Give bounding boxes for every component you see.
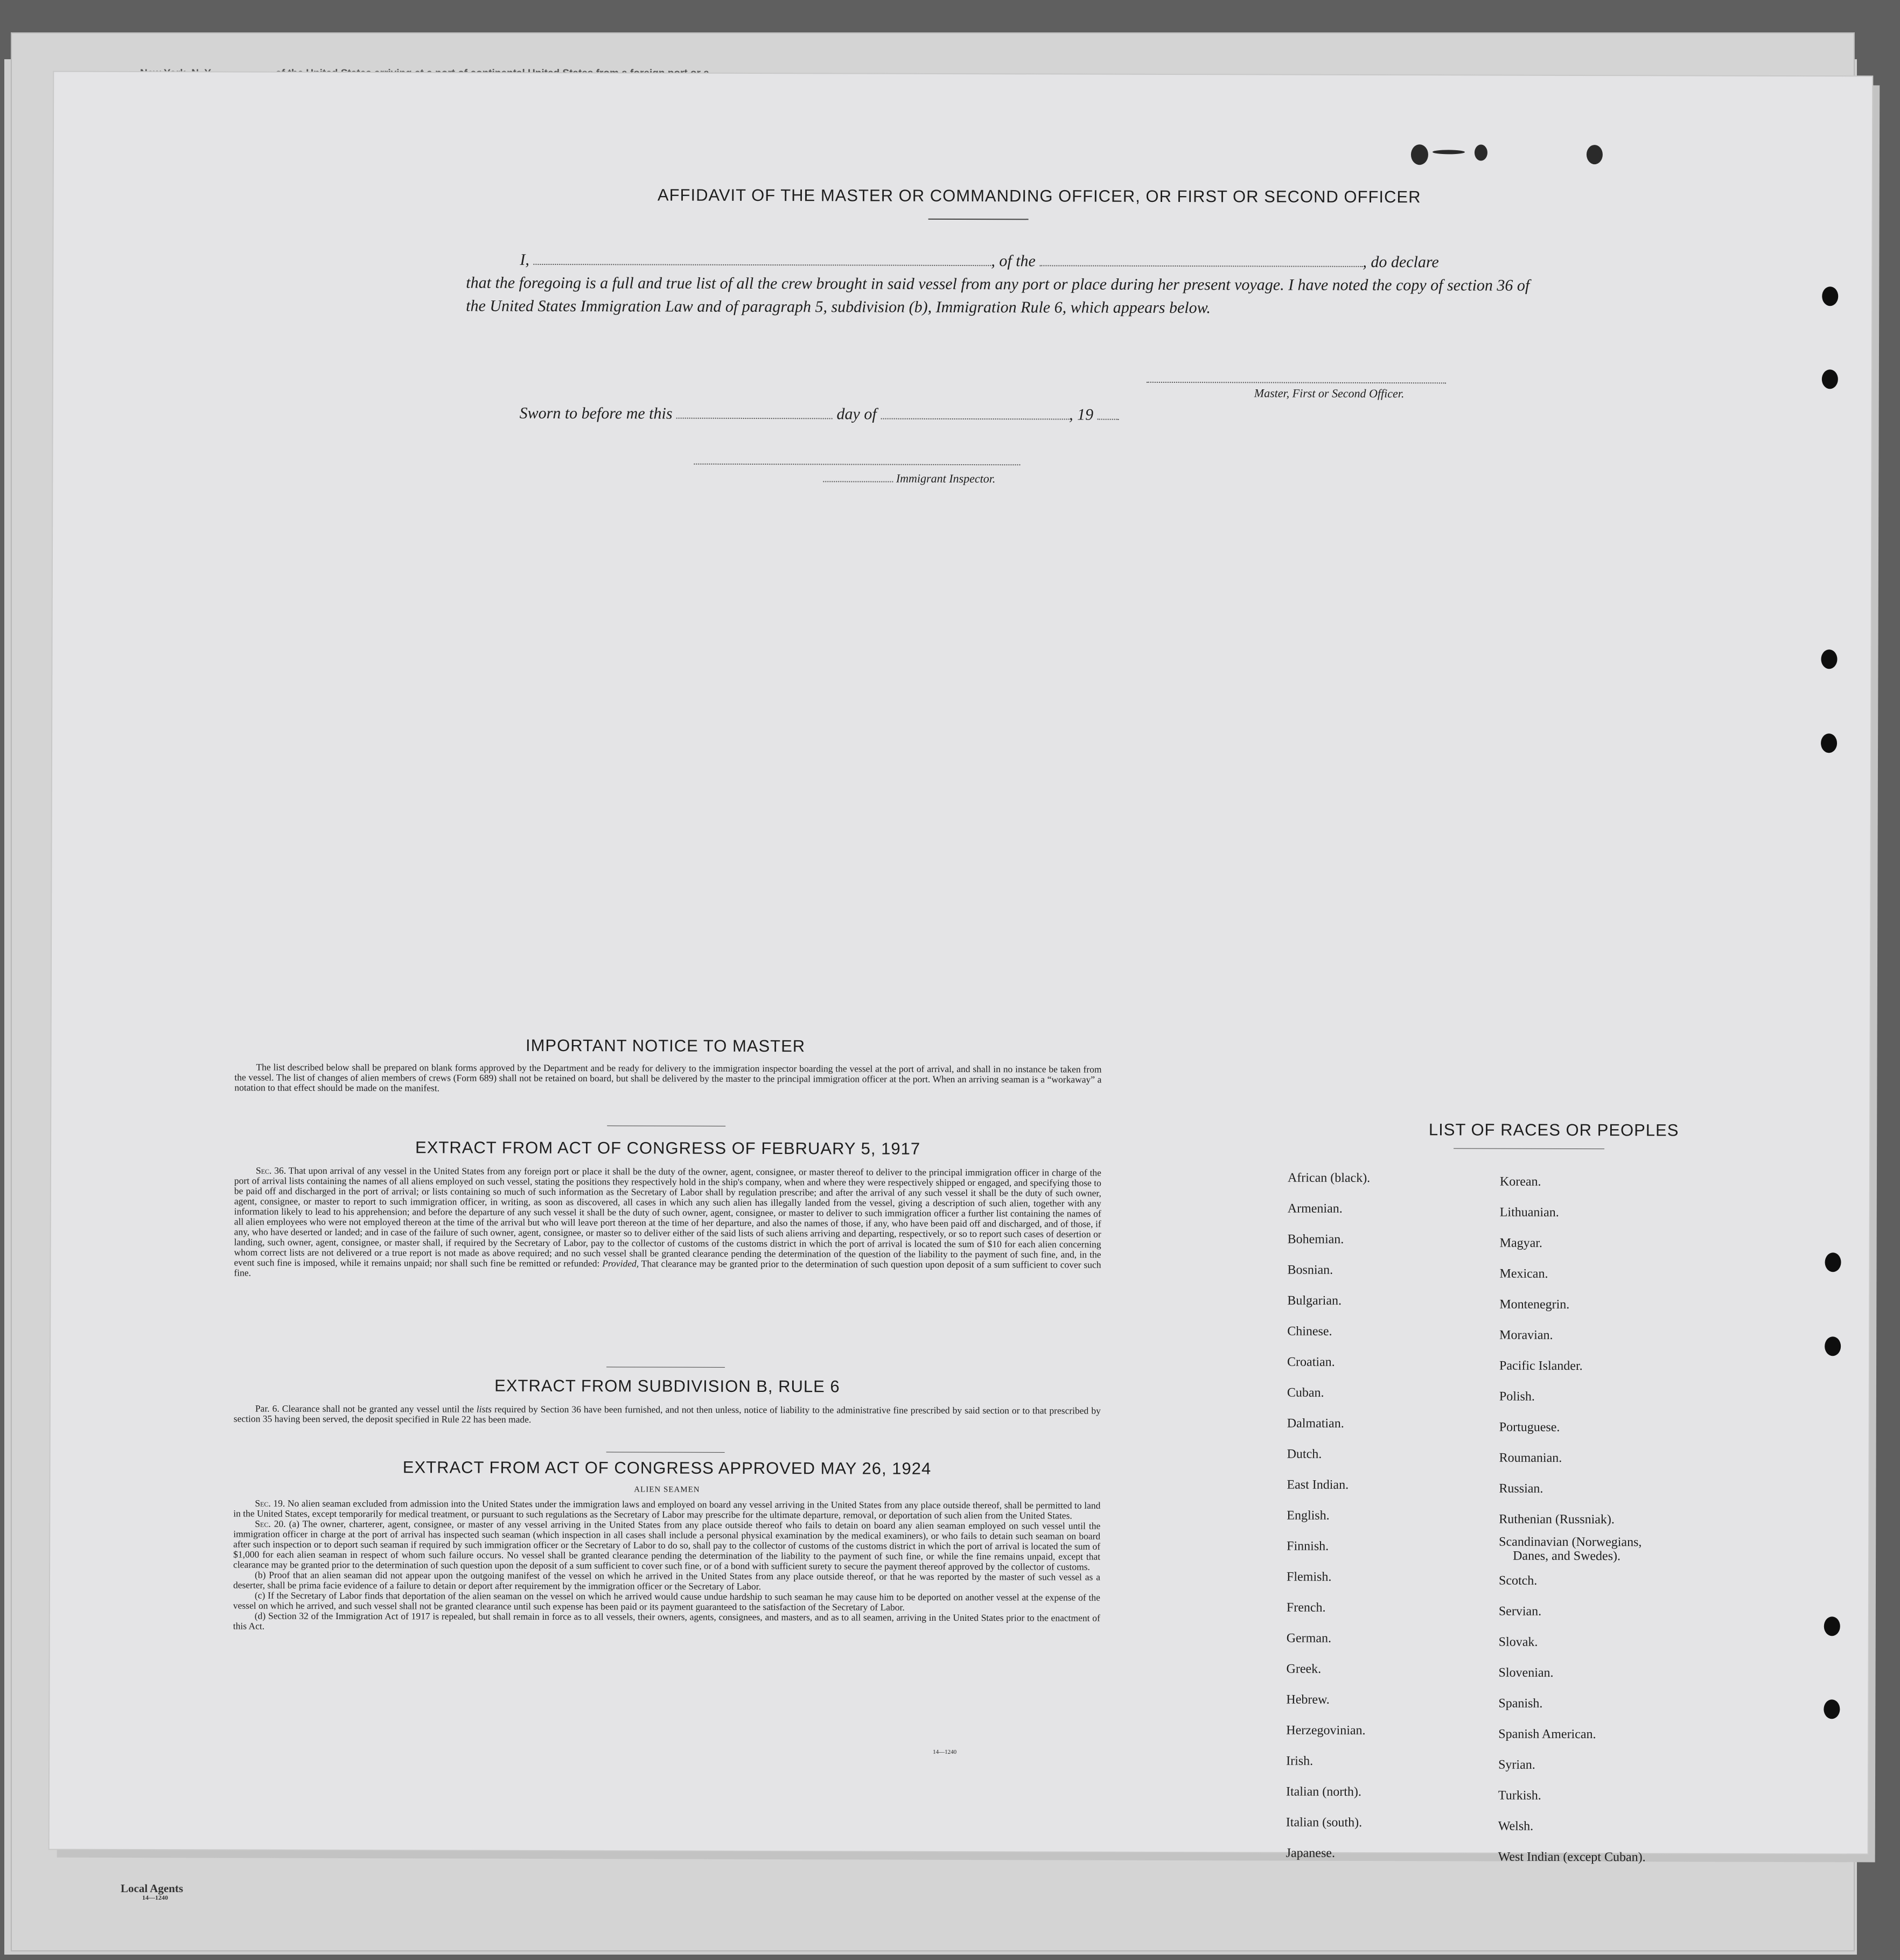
- race-item: Herzegovinian.: [1286, 1723, 1366, 1738]
- sworn-year-field[interactable]: [1098, 411, 1119, 420]
- ink-blot: [1433, 150, 1465, 154]
- race-item: Roumanian.: [1499, 1451, 1562, 1465]
- race-item: Mexican.: [1499, 1266, 1548, 1281]
- race-item: Italian (north).: [1286, 1784, 1361, 1799]
- race-item: Bohemian.: [1287, 1232, 1344, 1247]
- extract-1924-text: [233, 1498, 1101, 1633]
- race-item: Chinese.: [1287, 1324, 1332, 1339]
- vessel-name-field[interactable]: [1039, 257, 1363, 267]
- race-item: Servian.: [1498, 1604, 1542, 1619]
- race-item: Spanish American.: [1498, 1727, 1596, 1742]
- master-signature-label: Master, First or Second Officer.: [1254, 386, 1405, 401]
- race-item: Greek.: [1286, 1662, 1322, 1676]
- section-20-d: (d) Section 32 of the Immigration Act of 1917 is repealed, but shall remain in force as to all vessels, their owners, agents, consignees, and masters, and as to all seamen, arriving in the United States prior to the enactment of this Act.: [233, 1610, 1100, 1632]
- race-item: Ruthenian (Russniak).: [1499, 1512, 1615, 1527]
- punch-hole: [1824, 1616, 1840, 1636]
- race-item: Hebrew.: [1286, 1692, 1330, 1707]
- race-item: Japanese.: [1286, 1846, 1336, 1860]
- races-divider: [1454, 1148, 1604, 1149]
- section-divider: [607, 1125, 725, 1126]
- race-item: Pacific Islander.: [1499, 1359, 1583, 1374]
- race-item: Welsh.: [1498, 1819, 1534, 1833]
- affidavit-title: AFFIDAVIT OF THE MASTER OR COMMANDING OFFICER, OR FIRST OR SECOND OFFICER: [657, 185, 1421, 207]
- race-item: Portuguese.: [1499, 1420, 1560, 1434]
- race-item: Cuban.: [1287, 1385, 1324, 1400]
- race-item: Danes, and Swedes).: [1513, 1549, 1621, 1564]
- race-item: French.: [1286, 1600, 1326, 1615]
- master-name-field[interactable]: [533, 256, 991, 266]
- section-36-text: That upon arrival of any vessel in the United States from any foreign port or place it shall be the duty of the owner, agent, consignee, or master thereof to deliver to the principal immigration officer in charge of the port of arrival lists containing the names of all aliens employed on such vessel, stating the positions they respectively hold in the ship's company, when and where they were respectively shipped or engaged, and specifying those to be paid off and discharged in the port of arrival; or lists containing so much of such information as the Secretary of Labor shall by regulation prescribe; and after the arrival of any such vessel it shall be the duty of such owner, agent, consignee, or master to report to such immigration officer, in writing, as soon as discovered, all cases in which any such alien has illegally landed from the vessel, giving a description of such alien, together with any information likely to lead to his apprehension; and before the departure of any such vessel it shall be the duty of such owner, agent, consignee, or master to deliver to such immigration officer a further list containing the names of all alien employees who were not employed thereon at the time of the arrival but who will leave port thereon at the time of her departure, and also the names of those, if any, who have been paid off and discharged, and of those, if any, who have deserted or landed; and in case of the failure of such owner, agent, consignee, or master so to deliver either of the said lists of such aliens arriving and departing, respectively, or so to report such cases of desertion or landing, such owner, agent, consignee, or master shall, if required by the Secretary of Labor, pay to the collector of customs of the customs district in which the port of arrival is located the sum of $10 for each alien concerning whom correct lists are not delivered or a true report is not made as above required; and no such vessel shall be granted clearance pending the determination of the question of the liability to the payment of such fine, and, in the event such fine is imposed, while it remains unpaid; nor shall such fine be remitted or refunded:: [234, 1165, 1102, 1269]
- notice-text: [234, 1062, 1101, 1095]
- affidavit-of-the: , of the: [991, 252, 1036, 270]
- punch-hole: [1822, 369, 1838, 389]
- document-page: [50, 72, 1873, 1865]
- section-20-a: (a) The owner, charterer, agent, consignee, or master of any vessel arriving in the United States from any place outside thereof who fails to detain on board any alien seaman employed on such vessel until the immigration officer in charge at the port of arrival has inspected such seaman (which inspection in all cases shall include a personal physical examination by the medical examiners), or who fails to detain such seaman on board after such inspection or to deport such seaman if required by such immigration officer or the Secretary of Labor to do so, shall pay to the collector of customs of the customs district in which the port of arrival is located the sum of $1,000 for each alien seaman in respect of whom such failure occurs. No vessel shall be granted clearance pending the determination of the liability to the payment of such fine, or while the fine remains unpaid, except that clearance may be granted prior to the determination of such question upon the deposit of a sum sufficient to cover such fine, or of a bond with sufficient surety to secure the payment thereof approved by the collector of customs.: [233, 1518, 1101, 1572]
- section-divider: [606, 1367, 725, 1368]
- race-item: Dutch.: [1287, 1447, 1322, 1461]
- section-36-label: Sec. 36.: [255, 1165, 287, 1176]
- punch-hole: [1822, 286, 1838, 306]
- section-19-label: Sec. 19.: [255, 1497, 285, 1509]
- race-item: Scandinavian (Norwegians,: [1499, 1535, 1642, 1550]
- race-item: Slovak.: [1498, 1635, 1538, 1649]
- race-item: English.: [1287, 1508, 1330, 1523]
- punch-hole: [1824, 1699, 1840, 1719]
- race-item: Armenian.: [1287, 1201, 1343, 1216]
- race-item: Irish.: [1286, 1754, 1314, 1768]
- races-left-column: [1286, 1163, 1371, 1869]
- race-item: Korean.: [1499, 1174, 1541, 1189]
- notice-paragraph: The list described below shall be prepared on blank forms approved by the Department and be ready for delivery to the immigration inspector boarding the vessel at the port of arrival, and shall in no instance be taken from the vessel. The list of changes of alien members of crews (Form 689) shall not be retained on board, but shall be delivered by the master to the principal immigration officer at the port. When an arriving seaman is a “workaway” a notation to that effect should be made on the manifest.: [234, 1061, 1102, 1094]
- sworn-month-field[interactable]: [881, 411, 1069, 420]
- rule6-lists-word: lists: [476, 1403, 492, 1415]
- background-footer: [121, 1882, 183, 1901]
- title-divider: [928, 219, 1029, 220]
- race-item: Lithuanian.: [1499, 1205, 1559, 1220]
- race-item: Moravian.: [1499, 1328, 1553, 1342]
- inspector-dots: [823, 477, 893, 482]
- notice-title: IMPORTANT NOTICE TO MASTER: [525, 1035, 806, 1056]
- races-title: LIST OF RACES OR PEOPLES: [1428, 1120, 1679, 1140]
- affidavit-body: [466, 248, 1543, 320]
- race-item: Slovenian.: [1498, 1665, 1554, 1680]
- master-signature-line[interactable]: [1147, 382, 1446, 383]
- race-item: Montenegrin.: [1499, 1297, 1570, 1312]
- punch-hole: [1825, 1252, 1841, 1272]
- races-right-column: [1498, 1167, 1647, 1873]
- race-item: Scotch.: [1498, 1573, 1538, 1588]
- ink-blot: [1587, 145, 1603, 164]
- extract-1917-title: EXTRACT FROM ACT OF CONGRESS OF FEBRUARY 5, 1917: [415, 1138, 921, 1158]
- section-36-end: That clearance may be granted prior to the determination of such question upon deposit of a sum sufficient to cover such fine.: [234, 1258, 1101, 1278]
- extract-1917-text: [234, 1165, 1101, 1280]
- race-item: East Indian.: [1287, 1478, 1349, 1492]
- punch-hole: [1825, 1336, 1841, 1356]
- race-item: Syrian.: [1498, 1758, 1535, 1772]
- section-divider: [606, 1452, 725, 1453]
- race-item: Russian.: [1499, 1481, 1543, 1496]
- race-item: Bosnian.: [1287, 1263, 1333, 1277]
- section-20-label: Sec. 20.: [255, 1518, 286, 1529]
- race-item: Spanish.: [1498, 1696, 1543, 1711]
- affidavit-body-text: that the foregoing is a full and true list of all the crew brought in said vessel from any port or place during her present voyage. I have noted the copy of section 36 of the United States Immigration Law and of paragraph 5, subdivision (b), Immigration Rule 6, which appears below.: [466, 274, 1530, 317]
- local-agents-label: Local Agents: [121, 1882, 184, 1895]
- race-item: West Indian (except Cuban).: [1498, 1850, 1646, 1865]
- race-item: Croatian.: [1287, 1355, 1335, 1369]
- year-prefix: , 19: [1069, 405, 1094, 424]
- affidavit-do-declare: , do declare: [1363, 253, 1439, 271]
- rule6-text-b: required by Section 36 have been furnished, and not then unless, notice of liability to the administrative fine prescribed by said section or to that prescribed by section 35 having been served, the deposit specified in Rule 22 has been made.: [233, 1403, 1101, 1425]
- race-item: Magyar.: [1499, 1236, 1542, 1250]
- ink-blot: [1475, 144, 1487, 160]
- sworn-day-field[interactable]: [676, 410, 833, 419]
- ink-blot: [1411, 144, 1428, 165]
- section-19-text: No alien seaman excluded from admission into the United States under the immigration laws and employed on board any vessel arriving in the United States from any place outside thereof, shall be permitted to land in the United States, except temporarily for medical treatment, or pursuant to such regulations as the Secretary of Labor may prescribe for the ultimate departure, removal, or deportation of such alien from the United States.: [233, 1497, 1101, 1521]
- race-item: Finnish.: [1287, 1539, 1329, 1553]
- race-item: Flemish.: [1286, 1570, 1332, 1584]
- alien-seamen-subtitle: ALIEN SEAMEN: [634, 1485, 700, 1494]
- extract-rule6-title: EXTRACT FROM SUBDIVISION B, RULE 6: [494, 1376, 840, 1396]
- footer-form-number: 14—1240: [142, 1894, 168, 1902]
- race-item: Italian (south).: [1286, 1815, 1363, 1830]
- section-20-b: (b) Proof that an alien seaman did not appear upon the outgoing manifest of the vessel on which he arrived in the United States from any place outside thereof, or that he was reported by the master of such vessel as a deserter, shall be prima facie evidence of a failure to detain or deport after requirement by the immigration officer or the Secretary of Labor.: [233, 1569, 1101, 1592]
- affidavit-i: I,: [520, 250, 529, 269]
- race-item: Dalmatian.: [1287, 1416, 1344, 1431]
- sworn-line: [466, 402, 1543, 428]
- inspector-label-text: Immigrant Inspector.: [896, 471, 996, 486]
- provided-word: Provided,: [602, 1258, 639, 1269]
- race-item: Bulgarian.: [1287, 1293, 1342, 1308]
- inspector-signature-label: [823, 471, 995, 486]
- race-item: Turkish.: [1498, 1788, 1541, 1803]
- punch-hole: [1821, 649, 1837, 669]
- extract-1924-title: EXTRACT FROM ACT OF CONGRESS APPROVED MAY 26, 1924: [402, 1458, 932, 1478]
- race-item: African (black).: [1287, 1171, 1371, 1185]
- day-of-text: day of: [836, 405, 877, 423]
- form-number: 14—1240: [933, 1748, 957, 1755]
- race-item: German.: [1286, 1631, 1332, 1646]
- inspector-signature-line[interactable]: [694, 464, 1020, 466]
- section-20-c: (c) If the Secretary of Labor finds that deportation of the alien seaman on the vessel on which he arrived would cause undue hardship to such seaman he may cause him to be deported on another vessel at the expense of the vessel on which he arrived, and such vessel shall not be granted clearance until such expense has been paid or its payment guaranteed to the satisfaction of the Secretary of Labor.: [233, 1590, 1100, 1613]
- rule6-text-a: Par. 6. Clearance shall not be granted any vessel until the: [255, 1403, 474, 1415]
- punch-hole: [1821, 733, 1837, 753]
- extract-rule6-text: [234, 1403, 1101, 1426]
- race-item: Polish.: [1499, 1389, 1535, 1404]
- sworn-text: Sworn to before me this: [519, 404, 673, 423]
